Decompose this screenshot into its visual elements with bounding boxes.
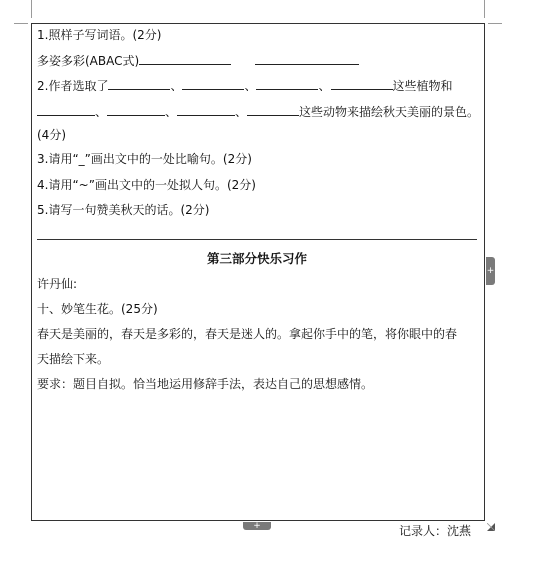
question-1-answer-row [37, 52, 359, 69]
question-1-example: 多姿多彩(ABAC式) [37, 54, 140, 68]
answer-blank[interactable] [37, 103, 95, 116]
answer-blank[interactable] [331, 77, 393, 90]
answer-blank[interactable] [139, 52, 231, 65]
question-5: 5.请写一句赞美秋天的话。(2分) [37, 203, 210, 217]
answer-blank[interactable] [247, 103, 299, 116]
comma: 、 [170, 79, 183, 93]
answer-blank[interactable] [256, 77, 318, 90]
question-2-line2-suffix: 这些动物来描绘秋天美丽的景色。 [299, 105, 480, 119]
question-2-line-2 [37, 103, 479, 120]
expand-bottom-tab[interactable]: + [243, 522, 271, 530]
answer-blank[interactable] [107, 103, 165, 116]
crop-mark [14, 23, 28, 24]
author-name: 许丹仙: [37, 277, 78, 291]
answer-blank[interactable] [177, 103, 235, 116]
section-divider [37, 239, 477, 240]
comma: 、 [244, 79, 257, 93]
recorder-label: 记录人：沈燕 [399, 524, 472, 538]
question-4: 4.请用“~”画出文中的一处拟人句。(2分) [37, 178, 256, 192]
comma: 、 [95, 105, 108, 119]
writing-requirement: 要求：题目自拟。恰当地运用修辞手法，表达自己的思想感情。 [37, 377, 374, 391]
question-1-title: 1.照样子写词语。(2分) [37, 28, 162, 42]
answer-blank[interactable] [108, 77, 170, 90]
expand-side-tab[interactable]: + [486, 257, 495, 285]
writing-prompt-line-1: 春天是美丽的，春天是多彩的，春天是迷人的。拿起你手中的笔，将你眼中的春 [37, 327, 458, 341]
comma: 、 [165, 105, 178, 119]
writing-task-title: 十、妙笔生花。(25分) [37, 302, 158, 316]
question-2-line-1 [37, 77, 453, 94]
answer-blank[interactable] [182, 77, 244, 90]
question-2-suffix: 这些植物和 [392, 79, 453, 93]
resize-handle-icon[interactable] [487, 523, 495, 531]
crop-mark [484, 0, 485, 18]
question-2-prefix: 2.作者选取了 [37, 79, 109, 93]
section-heading: 第三部分快乐习作 [206, 251, 307, 266]
comma: 、 [235, 105, 248, 119]
question-3: 3.请用“_”画出文中的一处比喻句。(2分) [37, 152, 252, 166]
comma: 、 [318, 79, 331, 93]
question-2-points: (4分) [37, 128, 66, 142]
crop-mark [31, 0, 32, 18]
answer-blank[interactable] [255, 52, 359, 65]
document-page [31, 23, 485, 521]
writing-prompt-line-2: 天描绘下来。 [37, 352, 110, 366]
crop-mark [488, 23, 502, 24]
